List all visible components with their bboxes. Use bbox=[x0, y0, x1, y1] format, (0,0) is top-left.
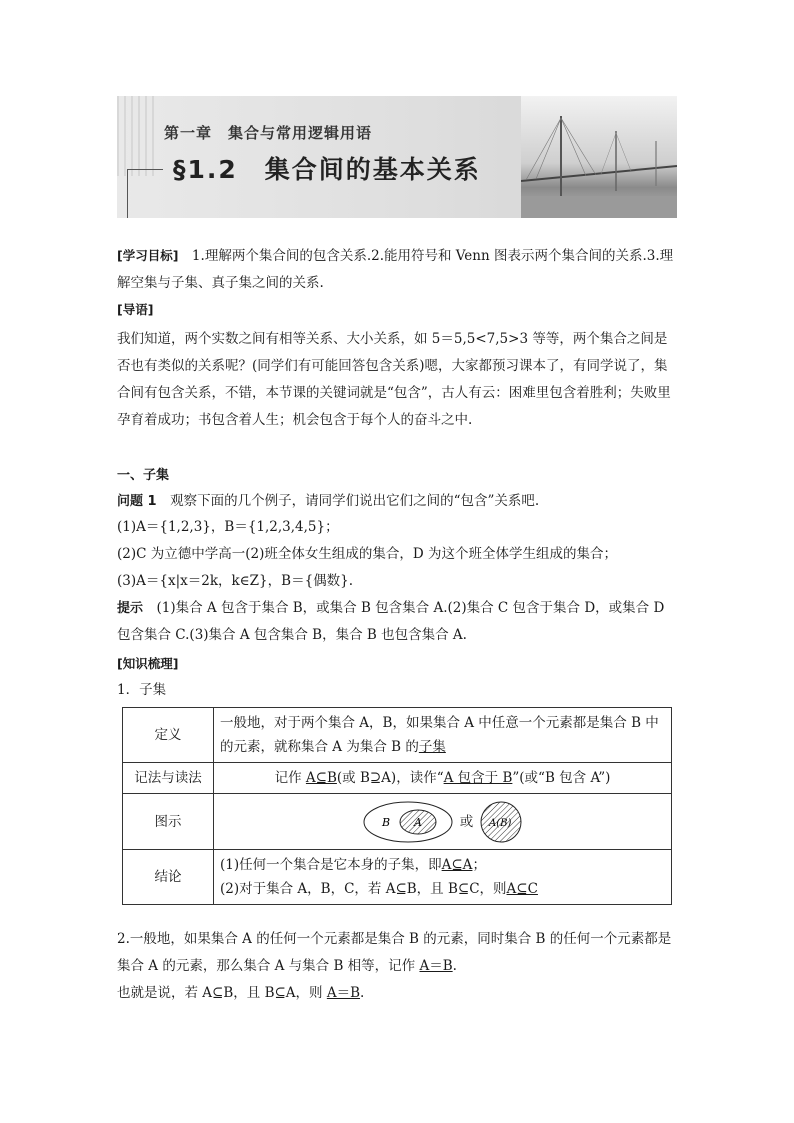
conclusion-cell bbox=[214, 850, 672, 905]
bridge-image bbox=[521, 96, 677, 218]
item2-line2-term: A＝B bbox=[326, 985, 361, 1001]
example-3: (3)A＝{x|x＝2k，k∈Z}，B＝{偶数}. bbox=[117, 573, 354, 589]
example-2: (2)C 为立德中学高一(2)班全体女生组成的集合，D 为这个班全体学生组成的集合； bbox=[117, 546, 617, 562]
hint-text: (1)集合 A 包含于集合 B，或集合 B 包含集合 A.(2)集合 C 包含于集合 D，或集合 D 包含集合 C.(3)集合 A 包含集合 B，集合 B 也包含集合 A. bbox=[117, 600, 665, 643]
notation-mid: (或 B⊇A)，读作“ bbox=[336, 770, 444, 786]
table-row bbox=[123, 850, 672, 905]
notation-symbol: A⊆B bbox=[305, 770, 337, 786]
subset-heading-block bbox=[117, 462, 679, 489]
venn-label-B: B bbox=[381, 815, 390, 829]
venn-subset-diagram bbox=[362, 799, 454, 845]
conclusion-1-text: (1)任何一个集合是它本身的子集，即 bbox=[220, 857, 442, 873]
subset-table bbox=[122, 707, 672, 905]
diagram-cell bbox=[214, 794, 672, 850]
goal-text: 1.理解两个集合间的包含关系.2.能用符号和 Venn 图表示两个集合间的关系.3.理解空集与子集、真子集之间的关系. bbox=[117, 248, 674, 291]
banner-line bbox=[127, 169, 163, 170]
table-row bbox=[123, 708, 672, 763]
notation-cell bbox=[214, 763, 672, 794]
item2-line2-end: . bbox=[360, 985, 365, 1001]
notation-suffix: ”(或“B 包含 A”) bbox=[512, 770, 611, 786]
learning-goal bbox=[117, 242, 679, 297]
notation-label: 记法与读法 bbox=[123, 763, 214, 794]
hint bbox=[117, 595, 679, 649]
chapter-title: 第一章 集合与常用逻辑用语 bbox=[164, 124, 373, 142]
question-text: 观察下面的几个例子，请同学们说出它们之间的“包含”关系吧. bbox=[156, 493, 540, 509]
venn-label-A: A bbox=[413, 815, 422, 829]
notation-read: A 包含于 B bbox=[443, 770, 513, 786]
venn-equal-diagram bbox=[479, 800, 523, 844]
definition-label: 定义 bbox=[123, 708, 214, 763]
intro-label-block bbox=[117, 296, 679, 324]
venn-label-AB: A(B) bbox=[489, 817, 512, 829]
hint-label: 提示 bbox=[117, 601, 144, 616]
chapter-banner bbox=[117, 96, 677, 218]
question-1 bbox=[117, 488, 679, 515]
notation-prefix: 记作 bbox=[274, 770, 306, 786]
diagram-label: 图示 bbox=[123, 794, 214, 850]
knowledge-label-block bbox=[117, 650, 679, 678]
conclusion-2-term: A⊆C bbox=[506, 881, 538, 897]
item2-end: . bbox=[452, 958, 457, 974]
item2-line2-text: 也就是说，若 A⊆B，且 B⊆A，则 bbox=[117, 985, 327, 1001]
intro-label: [导语] bbox=[117, 302, 154, 317]
table-row bbox=[123, 794, 672, 850]
conclusion-line-2 bbox=[220, 877, 665, 901]
example-1: (1)A＝{1,2,3}，B＝{1,2,3,4,5}； bbox=[117, 519, 339, 535]
conclusion-label: 结论 bbox=[123, 850, 214, 905]
definition-term: 子集 bbox=[418, 739, 446, 755]
definition-text: 一般地，对于两个集合 A，B，如果集合 A 中任意一个元素都是集合 B 中的元素，就称集合 A 为集合 B 的 bbox=[220, 715, 659, 755]
intro-paragraph bbox=[117, 326, 679, 434]
subset-heading: 一、子集 bbox=[117, 468, 170, 483]
bridge-photo bbox=[521, 96, 677, 218]
item2-paragraph bbox=[117, 926, 679, 980]
conclusion-line-1 bbox=[220, 853, 665, 877]
venn-or: 或 bbox=[459, 813, 474, 830]
banner-vline bbox=[127, 169, 128, 218]
conclusion-2-text: (2)对于集合 A，B，C，若 A⊆B，且 B⊆C，则 bbox=[220, 881, 507, 897]
section-title: §1.2 集合间的基本关系 bbox=[173, 155, 481, 184]
conclusion-1-term: A⊆A bbox=[441, 857, 473, 873]
item2-text: 2.一般地，如果集合 A 的任何一个元素都是集合 B 的元素，同时集合 B 的任何一个元素都是集合 A 的元素，那么集合 A 与集合 B 相等，记作 bbox=[117, 931, 672, 974]
venn-diagrams bbox=[220, 799, 665, 845]
conclusion-1-end: ； bbox=[472, 857, 486, 873]
banner-stripes bbox=[117, 96, 157, 176]
question-label: 问题 1 bbox=[117, 494, 157, 509]
table-row bbox=[123, 763, 672, 794]
knowledge-label: [知识梳理] bbox=[117, 656, 179, 671]
item1-title: 1．子集 bbox=[117, 682, 167, 698]
item2-term: A＝B bbox=[419, 958, 453, 974]
goal-label: [学习目标] bbox=[117, 248, 179, 263]
item2-line2 bbox=[117, 980, 679, 1007]
definition-cell bbox=[214, 708, 672, 763]
intro-text: 我们知道，两个实数之间有相等关系、大小关系，如 5＝5,5<7,5>3 等等，两个集合之间是否也有类似的关系呢？(同学们有可能回答包含关系)嗯，大家都预习课本了，有同学说了，集合间有包含关系，不错，本节课的关键词就是“包含”，古人有云：困难里包含着胜利；失败里孕育着成功；书包含着人生；机会包含于每个人的奋斗之中. bbox=[117, 331, 671, 428]
